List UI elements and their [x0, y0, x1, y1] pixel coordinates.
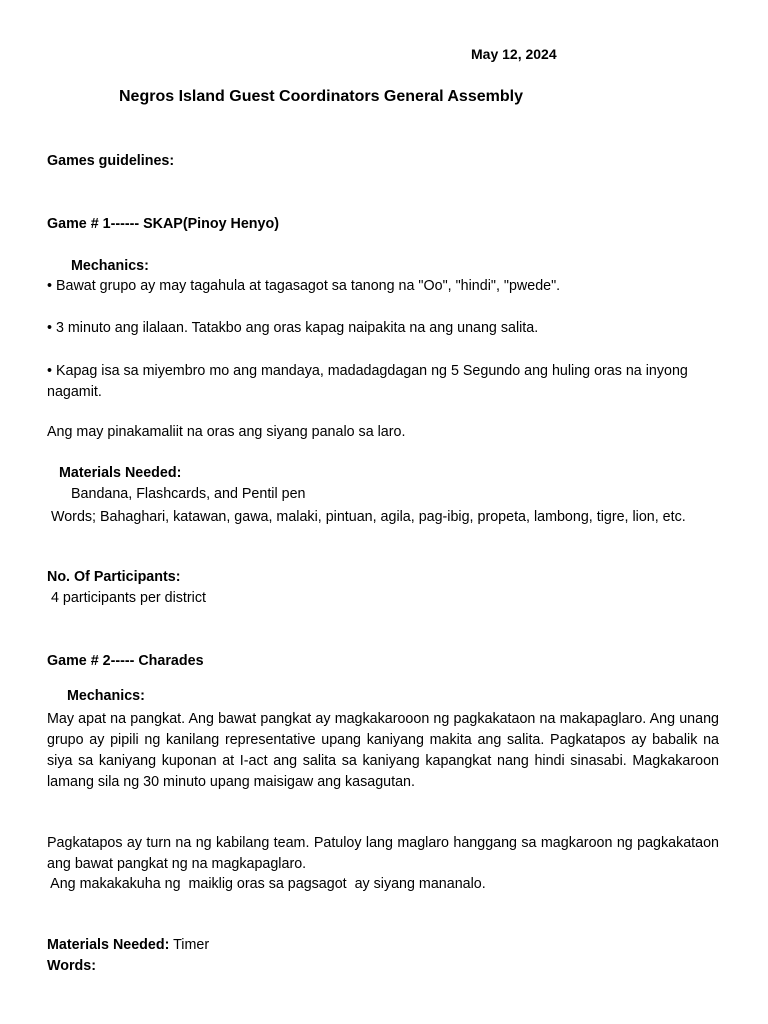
game1-words: Words; Bahaghari, katawan, gawa, malaki, pintuan, agila, pag-ibig, propeta, lambong, tigre, lion, etc. — [51, 509, 686, 525]
document-title: Negros Island Guest Coordinators General Assembly — [119, 88, 523, 105]
game1-bullet-3: • Kapag isa sa miyembro mo ang mandaya, madadagdagan ng 5 Segundo ang huling oras na inyong nagamit. — [47, 363, 688, 400]
game1-participants-label: No. Of Participants: — [47, 569, 181, 585]
section-heading: Games guidelines: — [47, 153, 175, 169]
game2-materials-label: Materials Needed: — [47, 937, 170, 953]
game1-mechanics-label: Mechanics: — [71, 258, 149, 274]
game1-bullet-1: • Bawat grupo ay may tagahula at tagasagot sa tanong na "Oo", "hindi", "pwede". — [47, 278, 561, 294]
game1-materials: Bandana, Flashcards, and Pentil pen — [71, 486, 306, 502]
game1-materials-label: Materials Needed: — [59, 465, 182, 481]
game1-title: Game # 1------ SKAP(Pinoy Henyo) — [47, 216, 279, 232]
game1-winner-rule: Ang may pinakamaliit na oras ang siyang panalo sa laro. — [47, 424, 406, 440]
game1-bullet-2: • 3 minuto ang ilalaan. Tatakbo ang oras kapag naipakita na ang unang salita. — [47, 320, 539, 336]
game2-closing: Ang makakakuha ng maiklig oras sa pagsagot ay siyang mananalo. — [47, 876, 486, 892]
game2-mechanics-label: Mechanics: — [67, 688, 145, 704]
game2-paragraph-1: May apat na pangkat. Ang bawat pangkat ay magkakarooon ng pagkakataon na makapaglaro. Ang unang grupo ay pipili ng kanilang representative upang kaniyang makita ang salita. Pagkatapos ay babalik na siya sa kaniyang kuponan at I-act ang salita sa kaniyang kapangkat nang hindi sinasabi. Magkakaroon lamang sila ng 30 minuto upang maisigaw ang kasagutan. — [47, 711, 719, 790]
game2-words-label: Words: — [47, 958, 96, 974]
game1-participants: 4 participants per district — [51, 590, 206, 606]
game2-materials-value: Timer — [169, 937, 210, 953]
game2-paragraph-2: Pagkatapos ay turn na ng kabilang team. Patuloy lang maglaro hanggang sa magkaroon ng pagkakataon ang bawat pangkat ng na magkapaglaro. — [47, 835, 719, 872]
game2-title: Game # 2----- Charades — [47, 653, 204, 669]
document-date: May 12, 2024 — [471, 46, 557, 62]
game2-materials-line — [47, 937, 209, 953]
